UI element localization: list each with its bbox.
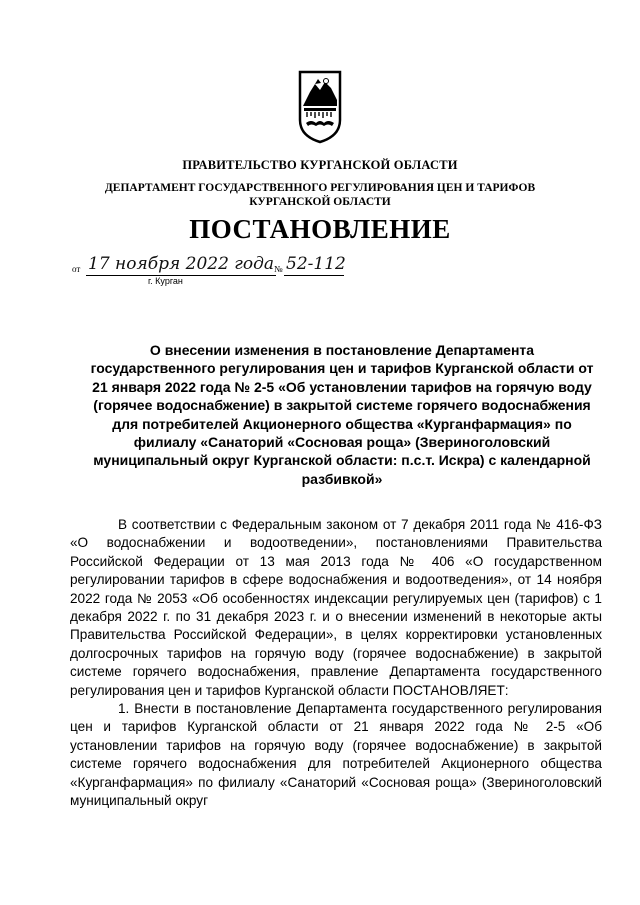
department-title-line1: ДЕПАРТАМЕНТ ГОСУДАРСТВЕННОГО РЕГУЛИРОВАНИЯ ЦЕН И ТАРИФОВ (104, 182, 536, 194)
number-underline (284, 275, 344, 276)
coat-of-arms-emblem (298, 70, 342, 144)
handwritten-number: 52-112 (286, 254, 346, 274)
department-title (95, 181, 545, 209)
date-number-line (72, 254, 372, 288)
from-label: от (72, 264, 81, 274)
number-label: № (274, 264, 283, 274)
body-paragraph-2: 1. Внести в постановление Департамента государственного регулирования цен и тарифов Курганской области от 21 января 2022 года № 2-5 «Об установлении тарифов на горячую воду (горячее водоснабжение) в закрытой системе горячего водоснабжения для потребителей Акционерного общества «Курганфармация» по филиалу «Санаторий «Сосновая роща» (Звериноголовский муниципальный округ (70, 701, 602, 809)
department-title-line2: КУРГАНСКОЙ ОБЛАСТИ (249, 196, 391, 208)
document-subject: О внесении изменения в постановление Департамента государственного регулирования цен и тарифов Курганской области от 21 января 2022 года № 2-5 «Об установлении тарифов на горячую воду (горячее водоснабжение) в закрытой системе горячего водоснабжения для потребителей Акционерного общества «Курганфармация» по филиалу «Санаторий «Сосновая роща» (Звериноголовский муниципальный округ Курганской области: п.с.т. Искра) с календарной разбивкой» (90, 342, 594, 487)
government-title: ПРАВИТЕЛЬСТВО КУРГАНСКОЙ ОБЛАСТИ (182, 158, 458, 172)
city-label: г. Курган (148, 276, 183, 286)
document-type-title: ПОСТАНОВЛЕНИЕ (189, 214, 451, 244)
document-body (70, 516, 602, 811)
body-paragraph-1: В соответствии с Федеральным законом от 7 декабря 2011 года № 416-ФЗ «О водоснабжении и водоотведении», постановлениями Правительства Российской Федерации от 13 мая 2013 года № 406 «О государственном регулировании тарифов в сфере водоснабжения и водоотведения», от 14 ноября 2022 года № 2053 «Об особенностях индексации регулируемых цен (тарифов) с 1 декабря 2022 г. по 31 декабря 2023 г. и о внесении изменений в некоторые акты Правительства Российской Федерации», в целях корректировки установленных долгосрочных тарифов на горячую воду (горячее водоснабжение) в закрытой системе горячего водоснабжения, правление Департамента государственного регулирования цен и тарифов Курганской области ПОСТАНОВЛЯЕТ: (70, 517, 602, 698)
handwritten-date: 17 ноября 2022 года (88, 254, 275, 274)
